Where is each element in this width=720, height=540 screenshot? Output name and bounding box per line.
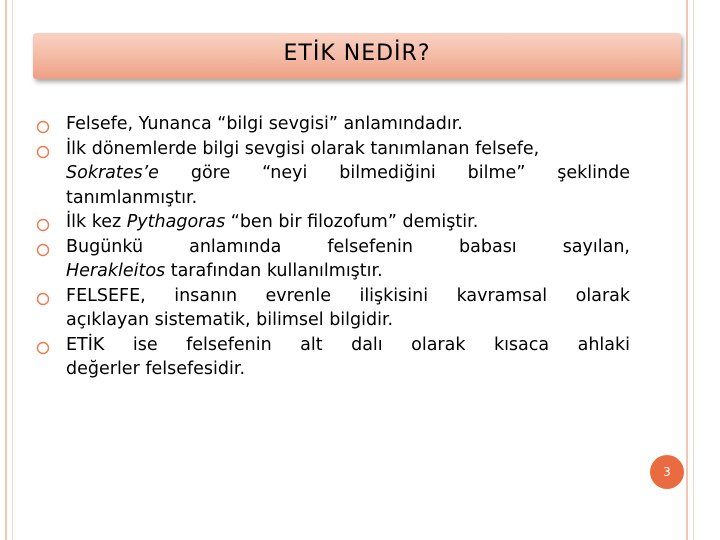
bullet-text-italic: Sokrates’e: [66, 163, 159, 183]
bullet-line: [66, 161, 630, 186]
bullet-text-italic: Herakleitos: [66, 261, 166, 281]
bullet-text: Felsefe, Yunanca “bilgi sevgisi” anlamındadır.: [66, 114, 463, 134]
bullet-line: [66, 186, 630, 211]
bullet-text-italic: Pythagoras: [126, 212, 226, 232]
slide-title: ETİK NEDİR?: [283, 41, 431, 66]
list-item: [36, 210, 630, 235]
open-circle-icon: [36, 218, 50, 232]
bullet-text: İlk dönemlerde bilgi sevgisi olarak tanımlanan felsefe,: [66, 138, 540, 159]
bullet-text: “ben bir filozofum” demiştir.: [225, 212, 479, 232]
bullet-text: Bugünkü anlamında felsefenin babası sayılan,: [66, 236, 630, 257]
bullet-text: tanımlanmıştır.: [66, 187, 198, 208]
bullet-line: [66, 235, 630, 260]
open-circle-icon: [36, 120, 50, 134]
bullet-text: tarafından kullanılmıştır.: [165, 261, 383, 281]
list-item: [36, 112, 630, 137]
bullet-line: [66, 357, 630, 382]
bullet-line: [66, 112, 630, 137]
right-border-line: [686, 0, 688, 540]
bullet-text: ETİK ise felsefenin alt dalı olarak kısaca ahlaki: [66, 334, 630, 355]
bullet-line: [66, 284, 630, 309]
list-item: [36, 284, 630, 333]
page-number-badge: 3: [650, 455, 684, 489]
bullet-line: [66, 308, 630, 333]
bullet-text: göre “neyi bilmediğini bilme” şeklinde: [158, 163, 630, 183]
list-item: [36, 235, 630, 284]
open-circle-icon: [36, 145, 50, 159]
open-circle-icon: [36, 341, 50, 355]
bullet-text: İlk kez: [66, 212, 127, 232]
right-border-line: [693, 0, 694, 540]
bullet-line: [66, 137, 630, 162]
left-border-line: [12, 0, 13, 540]
list-item: [36, 137, 630, 211]
bullet-list: [36, 112, 630, 382]
title-bar: [33, 33, 681, 79]
bullet-line: [66, 210, 630, 235]
list-item: [36, 333, 630, 382]
bullet-line: [66, 259, 630, 284]
open-circle-icon: [36, 243, 50, 257]
left-border-line: [5, 0, 7, 540]
bullet-text: FELSEFE, insanın evrenle ilişkisini kavramsal olarak: [66, 285, 630, 306]
open-circle-icon: [36, 292, 50, 306]
bullet-text: açıklayan sistematik, bilimsel bilgidir.: [66, 310, 394, 330]
bullet-text: değerler felsefesidir.: [66, 359, 246, 379]
bullet-line: [66, 333, 630, 358]
